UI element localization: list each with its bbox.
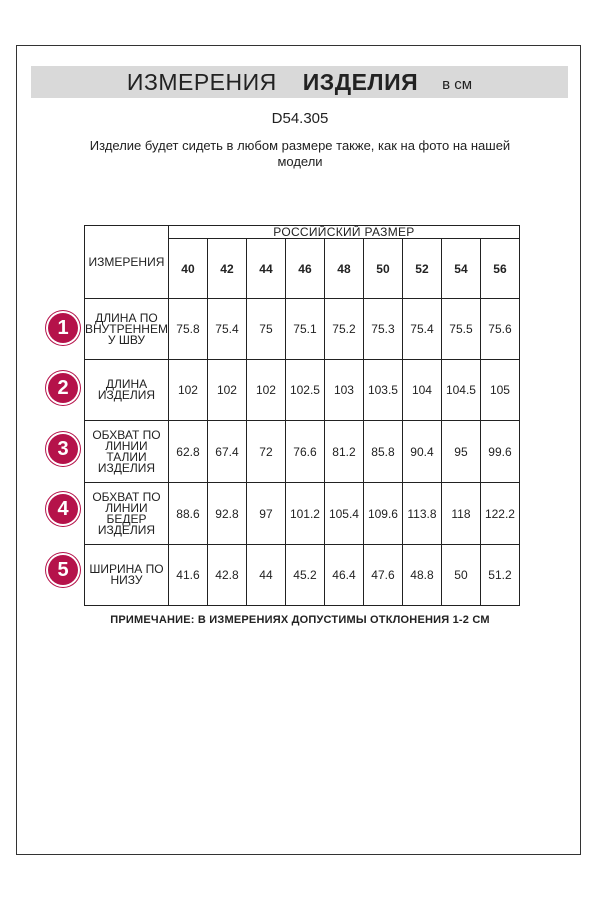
table-cell: 85.8	[363, 421, 402, 483]
measurement-note: ПРИМЕЧАНИЕ: В ИЗМЕРЕНИЯХ ДОПУСТИМЫ ОТКЛОНЕНИЯ 1-2 СМ	[110, 614, 490, 626]
article-number: D54.305	[271, 110, 329, 127]
table-cell: 67.4	[207, 421, 246, 483]
table-cell: 81.2	[324, 421, 363, 483]
size-header: 50	[363, 239, 402, 299]
row-label: ДЛИНА ПО ВНУТРЕННЕМ У ШВУ	[85, 299, 169, 360]
size-header: 48	[324, 239, 363, 299]
table-cell: 75.6	[480, 299, 519, 360]
table-cell: 88.6	[168, 483, 207, 545]
size-header: 52	[402, 239, 441, 299]
size-group-header: РОССИЙСКИЙ РАЗМЕР	[168, 226, 519, 239]
size-header: 40	[168, 239, 207, 299]
table-cell: 105	[480, 360, 519, 421]
table-cell: 51.2	[480, 545, 519, 606]
table-cell: 101.2	[285, 483, 324, 545]
table-cell: 42.8	[207, 545, 246, 606]
title-regular: ИЗМЕРЕНИЯ	[126, 68, 277, 95]
size-table	[84, 225, 520, 606]
table-cell: 75.5	[441, 299, 480, 360]
table-cell: 102	[207, 360, 246, 421]
table-cell: 104.5	[441, 360, 480, 421]
row-number-badge: 5	[48, 555, 78, 585]
table-cell: 75.4	[402, 299, 441, 360]
table-cell: 50	[441, 545, 480, 606]
table-cell: 75.2	[324, 299, 363, 360]
table-cell: 99.6	[480, 421, 519, 483]
size-header: 46	[285, 239, 324, 299]
row-number-badge: 3	[48, 434, 78, 464]
table-cell: 122.2	[480, 483, 519, 545]
table-header-row	[85, 226, 520, 239]
title-unit: в см	[442, 75, 473, 93]
table-cell: 92.8	[207, 483, 246, 545]
table-cell: 109.6	[363, 483, 402, 545]
table-cell: 103	[324, 360, 363, 421]
table-row	[85, 545, 520, 606]
fit-subtitle: Изделие будет сидеть в любом размере также, как на фото на нашей модели	[89, 138, 511, 169]
table-cell: 75	[246, 299, 285, 360]
table-cell: 62.8	[168, 421, 207, 483]
table-cell: 97	[246, 483, 285, 545]
table-cell: 46.4	[324, 545, 363, 606]
table-cell: 75.4	[207, 299, 246, 360]
title-bar	[31, 66, 568, 98]
table-cell: 103.5	[363, 360, 402, 421]
table-cell: 102	[168, 360, 207, 421]
table-row	[85, 299, 520, 360]
table-cell: 48.8	[402, 545, 441, 606]
row-number-badge: 2	[48, 373, 78, 403]
table-cell: 75.8	[168, 299, 207, 360]
table-cell: 75.3	[363, 299, 402, 360]
table-cell: 102.5	[285, 360, 324, 421]
size-header: 44	[246, 239, 285, 299]
row-label: ОБХВАТ ПО ЛИНИИ БЕДЕР ИЗДЕЛИЯ	[85, 483, 169, 545]
table-cell: 113.8	[402, 483, 441, 545]
table-cell: 95	[441, 421, 480, 483]
table-row	[85, 421, 520, 483]
title-bold: ИЗДЕЛИЯ	[302, 68, 419, 95]
table-cell: 75.1	[285, 299, 324, 360]
table-cell: 44	[246, 545, 285, 606]
row-number-badge: 4	[48, 494, 78, 524]
table-row	[85, 483, 520, 545]
row-number-badge: 1	[48, 313, 78, 343]
size-header: 54	[441, 239, 480, 299]
table-row	[85, 360, 520, 421]
size-header: 42	[207, 239, 246, 299]
table-cell: 104	[402, 360, 441, 421]
table-cell: 45.2	[285, 545, 324, 606]
table-cell: 90.4	[402, 421, 441, 483]
table-cell: 47.6	[363, 545, 402, 606]
size-header: 56	[480, 239, 519, 299]
table-cell: 72	[246, 421, 285, 483]
row-label: ОБХВАТ ПО ЛИНИИ ТАЛИИ ИЗДЕЛИЯ	[85, 421, 169, 483]
table-cell: 105.4	[324, 483, 363, 545]
table-cell: 102	[246, 360, 285, 421]
measure-header: ИЗМЕРЕНИЯ	[85, 226, 169, 299]
row-label: ДЛИНА ИЗДЕЛИЯ	[85, 360, 169, 421]
row-label: ШИРИНА ПО НИЗУ	[85, 545, 169, 606]
table-cell: 76.6	[285, 421, 324, 483]
table-cell: 41.6	[168, 545, 207, 606]
table-cell: 118	[441, 483, 480, 545]
